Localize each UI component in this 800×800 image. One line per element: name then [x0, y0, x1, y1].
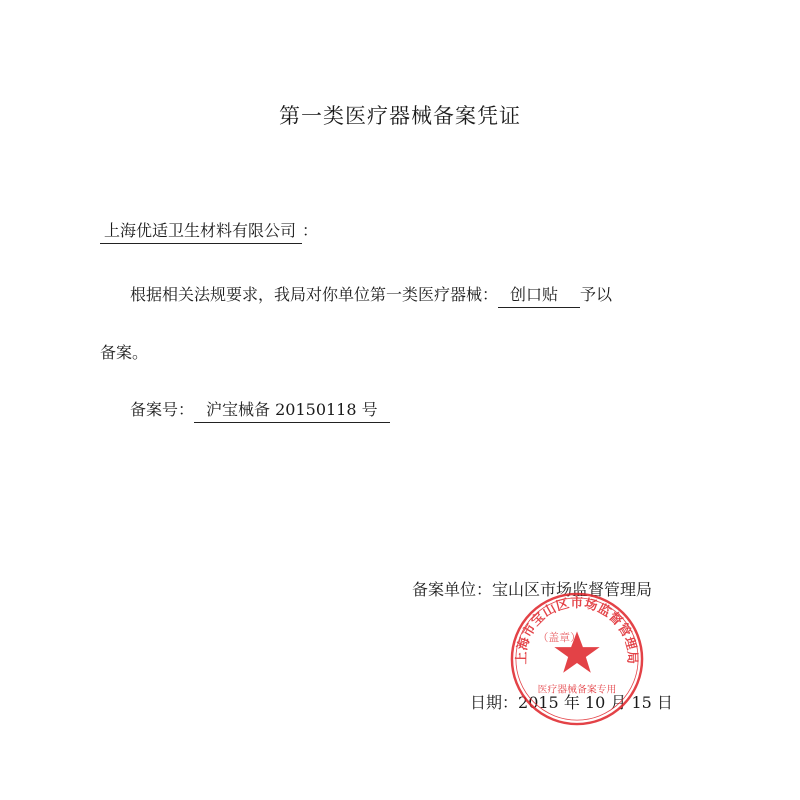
issuing-unit-label: 备案单位：	[412, 580, 493, 599]
company-name: 上海优适卫生材料有限公司	[100, 218, 302, 244]
addressee-colon: ：	[302, 221, 319, 240]
seal-ring-text: 上海市宝山区市场监督管理局	[514, 596, 640, 665]
product-name: 创口贴	[498, 282, 580, 308]
date-label: 日期：	[470, 693, 519, 712]
official-seal-stamp	[508, 590, 646, 728]
body-paragraph-continued: 备案。	[100, 343, 149, 362]
seal-inner-text: （盖章）	[537, 631, 581, 645]
date-value: 2015 年 10 月 15 日	[518, 693, 673, 712]
para1-prefix: 根据相关法规要求，我局对你单位第一类医疗器械：	[130, 285, 499, 304]
addressee-line	[100, 218, 318, 244]
para1-suffix: 予以	[580, 285, 613, 304]
document-title: 第一类医疗器械备案凭证	[279, 104, 521, 128]
seal-bottom-text: 医疗器械备案专用	[537, 684, 617, 696]
issuing-unit-name: 宝山区市场监督管理局	[492, 580, 653, 599]
record-number-line	[130, 397, 390, 423]
body-paragraph	[130, 282, 612, 308]
record-number-label: 备案号：	[130, 400, 195, 419]
record-number: 沪宝械备 20150118 号	[194, 397, 390, 423]
